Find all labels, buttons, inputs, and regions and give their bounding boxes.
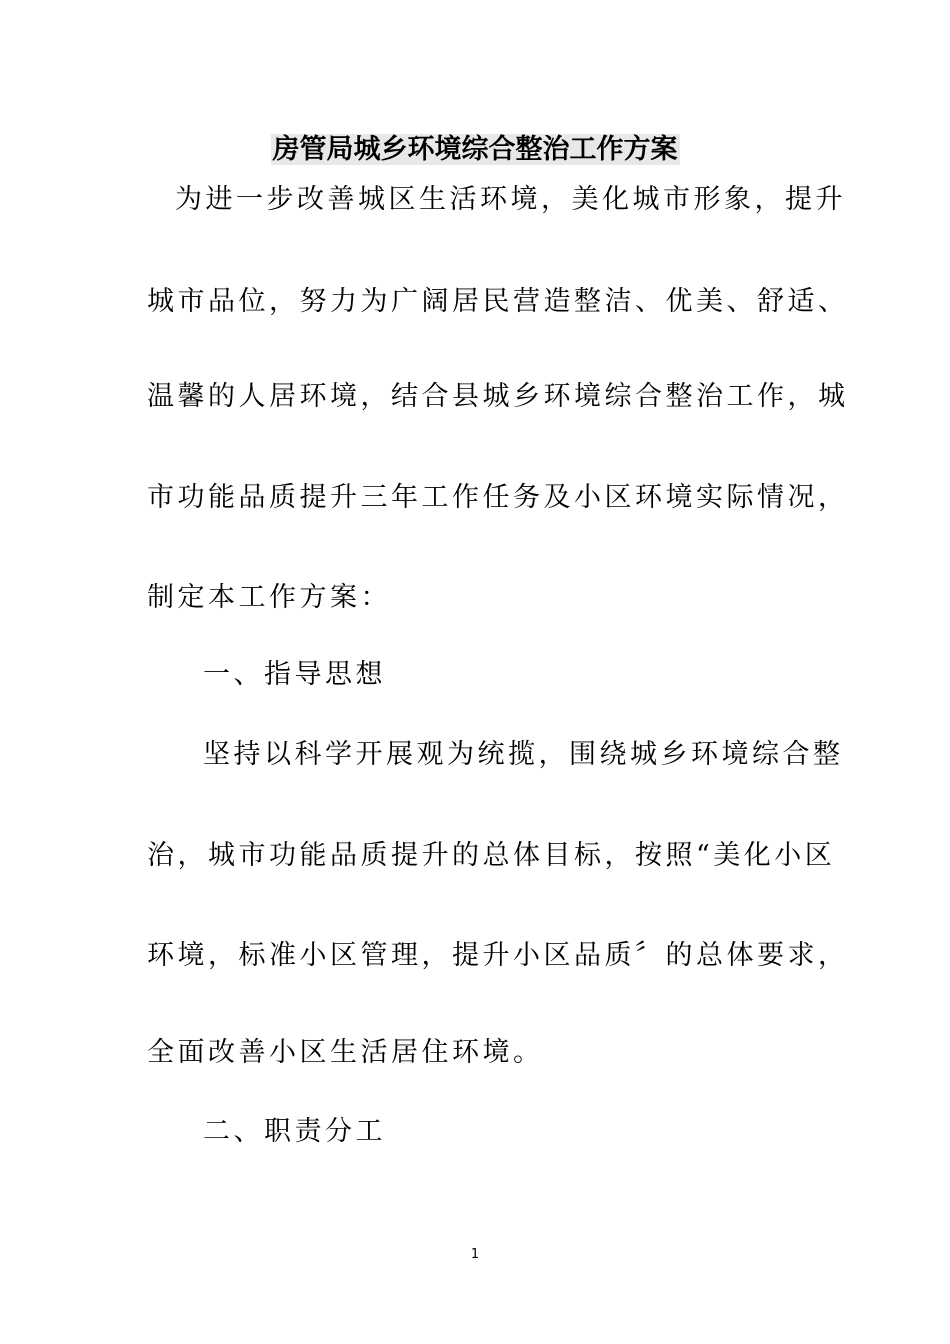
paragraph-line: 环境，标准小区管理，提升小区品质〞的总体要求， [147,940,849,971]
paragraph-line: 治，城市功能品质提升的总体目标，按照“美化小区 [147,840,836,871]
paragraph-line: 城市品位，努力为广阔居民营造整洁、优美、舒适、 [147,286,849,317]
document-title [0,130,950,170]
paragraph-line: 温馨的人居环境，结合县城乡环境综合整治工作，城 [147,381,849,412]
paragraph-line: 坚持以科学开展观为统揽，围绕城乡环境综合整 [203,739,844,770]
section-heading: 二、职责分工 [203,1116,386,1147]
paragraph-line: 全面改善小区生活居住环境。 [147,1037,544,1068]
paragraph-line: 为进一步改善城区生活环境，美化城市形象，提升 [175,184,846,215]
document-title-text: 房管局城乡环境综合整治工作方案 [272,134,678,165]
paragraph-line: 制定本工作方案： [147,582,391,613]
section-heading: 一、指导思想 [203,659,386,690]
paragraph-line: 市功能品质提升三年工作任务及小区环境实际情况， [147,482,849,513]
page-number: 1 [470,1247,480,1262]
